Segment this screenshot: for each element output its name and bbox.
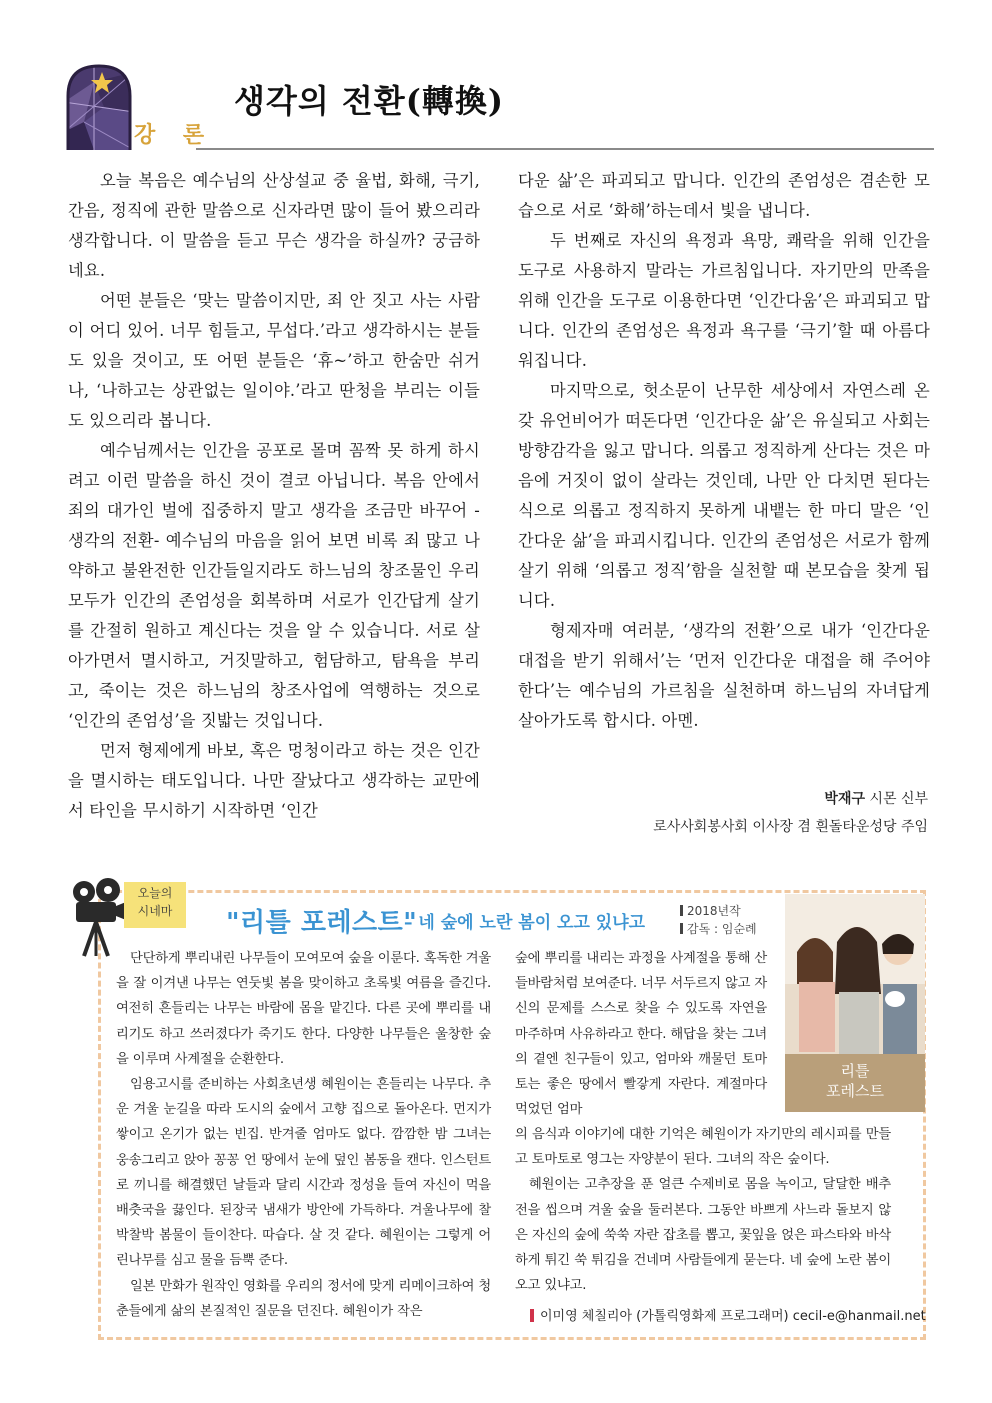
cinema-paragraph: 혜원이는 고추장을 푼 얼큰 수제비로 몸을 녹이고, 달달한 배추전을 씹으며 겨울 숲을 둘러본다. 그동안 바쁘게 사느라 돌보지 않은 자신의 숲에 쑥쑥 자란 잡초를 뽑고, 꽃잎을 얹은 파스타와 바삭하게 튀긴 쑥 튀김을 건네며 사람들에게 묻는다. 네 숲에 노란 봄이 오고 있냐고. [515,1177,891,1294]
author-name: 박재구 [824,791,865,807]
title-divider [196,148,934,150]
sermon-column-right [518,166,930,736]
cinema-paragraph: 일본 만화가 원작인 영화를 우리의 정서에 맞게 리메이크하여 청춘들에게 삶의 본질적인 질문을 던진다. 혜원이가 작은 [116,1278,491,1319]
sermon-header [64,62,934,152]
cinema-paragraph: 단단하게 뿌리내린 나무들이 모여모여 숲을 이룬다. 혹독한 겨울을 잘 이겨낸 나무는 연둣빛 봄을 맞이하고 초록빛 여름을 즐긴다. 여전히 흔들리는 나무는 바람에 몸을 맡긴다. 다른 곳에 뿌리를 내리기도 하고 쓰러졌다가 죽기도 한다. 다양한 나무들은 울창한 숲을 이루며 사계절을 순환한다. [116,951,491,1067]
cinema-paragraph: 임용고시를 준비하는 사회초년생 혜원이는 흔들리는 나무다. 추운 겨울 눈길을 따라 도시의 숲에서 고향 집으로 돌아온다. 먼지가 쌓이고 온기가 없는 빈집. 반겨줄 엄마도 없다. 깜깜한 밤 그녀는 웅송그리고 앉아 꽁꽁 언 땅에서 눈에 덮인 봄동을 캔다. 인스턴트로 끼니를 해결했던 날들과 달리 시간과 정성을 들여 자신이 먹을 배춧국을 끓인다. 된장국 냄새가 방안에 가득하다. 겨울나무에 찰박찰박 봄물이 들이찬다. 따습다. 살 것 같다. 혜원이는 그렇게 어린나무를 심고 물을 듬뿍 준다. [116,1077,491,1269]
badge-line: 오늘의 [137,886,173,900]
badge-line: 시네마 [137,904,173,918]
movie-poster [785,894,925,1112]
sermon-paragraph: 먼저 형제에게 바보, 혹은 멍청이라고 하는 것은 인간을 멸시하는 태도입니다. 나만 잘났다고 생각하는 교만에서 타인을 무시하기 시작하면 ‘인간 [68,741,480,820]
page-title: 생각의 전환(轉換) [234,82,504,120]
movie-meta [680,902,757,938]
sermon-paragraph: 예수님께서는 인간을 공포로 몰며 꼼짝 못 하게 하시려고 이런 말씀을 하신 것이 결코 아닙니다. 복음 안에서 죄의 대가인 벌에 집중하지 말고 생각을 조금만 바꾸어 -생각의 전환- 예수님의 마음을 읽어 보면 비록 죄 많고 나약하고 불완전한 인간들일지라도 하느님의 창조물인 우리 모두가 인간의 존엄성을 회복하며 서로가 인간답게 살기를 간절히 원하고 계신다는 것을 알 수 있습니다. 서로 살아가면서 멸시하고, 거짓말하고, 험담하고, 탐욕을 부리고, 죽이는 것은 하느님의 창조사업에 역행하는 것으로 ‘인간의 존엄성’을 짓밟는 것입니다. [68,441,480,730]
author-line [653,785,928,813]
cinema-paragraph: 의 음식과 이야기에 대한 기억은 혜원이가 자기만의 레시피를 만들고 토마토로 영그는 자양분이 된다. 그녀의 작은 숲이다. [515,1127,891,1168]
sermon-paragraph: 어떤 분들은 ‘맞는 말씀이지만, 죄 안 짓고 사는 사람이 어디 있어. 너무 힘들고, 무섭다.’라고 생각하시는 분들도 있을 것이고, 또 어떤 분들은 ‘휴~’하고 한숨만 쉬거나, ‘나하고는 상관없는 일이야.’라고 딴청을 부리는 이들도 있으리라 봅니다. [68,291,480,430]
sermon-paragraph: 오늘 복음은 예수님의 산상설교 중 율법, 화해, 극기, 간음, 정직에 관한 말씀으로 신자라면 많이 들어 봤으리라 생각합니다. 이 말씀을 듣고 무슨 생각을 하실까? 궁금하네요. [68,171,480,280]
cinema-column-right-bottom [515,1122,891,1298]
movie-title: "리틀 포레스트" [226,908,418,938]
movie-year: 2018년작 [680,902,757,920]
sermon-paragraph: 형제자매 여러분, ‘생각의 전환’으로 내가 ‘인간다운 대접을 받기 위해서’는 ‘먼저 인간다운 대접을 해 주어야 한다’는 예수님의 가르침을 실천하며 하느님의 자녀답게 살아가도록 합시다. 아멘. [518,621,930,730]
cinema-column-left [116,946,491,1324]
poster-title-line: 리틀 [840,1062,870,1080]
movie-director: 감독 : 임순례 [680,920,757,938]
stained-glass-icon [64,62,134,150]
author-byline [653,785,928,841]
cinema-paragraph: 숲에 뿌리를 내리는 과정을 사계절을 통해 산들바람처럼 보여준다. 너무 서두르지 않고 자신의 문제를 스스로 찾을 수 있도록 자연을 마주하며 사유하라고 한다. 해답을 찾는 그녀의 곁엔 친구들이 있고, 엄마와 깨물던 토마토는 좋은 땅에서 빨갛게 자란다. 계절마다 먹었던 엄마 [515,951,767,1118]
cinema-badge [124,884,186,930]
movie-subtitle: – 네 숲에 노란 봄이 오고 있냐고 [404,913,646,933]
cinema-credit [530,1305,926,1324]
sermon-paragraph: 다운 삶’은 파괴되고 맙니다. 인간의 존엄성은 겸손한 모습으로 서로 ‘화해’하는데서 빛을 냅니다. [518,171,930,220]
author-role: 로사사회봉사회 이사장 겸 흰돌타운성당 주임 [653,819,928,835]
credit-bar [530,1309,534,1322]
author-title: 시몬 신부 [865,791,928,807]
cinema-column-right-top [515,946,767,1122]
poster-title-line: 포레스트 [826,1082,884,1100]
section-label: 강 론 [134,123,215,148]
sermon-paragraph: 마지막으로, 헛소문이 난무한 세상에서 자연스레 온갖 유언비어가 떠돈다면 ‘인간다운 삶’은 유실되고 사회는 방향감각을 잃고 맙니다. 의롭고 정직하게 산다는 것은 마음에 거짓이 없이 살라는 것인데, 나만 안 다치면 된다는 식으로 의롭고 정직하지 못하게 내뱉는 한 마디 말은 ‘인간다운 삶’을 파괴시킵니다. 인간의 존엄성은 서로가 함께 살기 위해 ‘의롭고 정직’함을 실천할 때 본모습을 찾게 됩니다. [518,381,930,610]
sermon-paragraph: 두 번째로 자신의 욕정과 욕망, 쾌락을 위해 인간을 도구로 사용하지 말라는 가르침입니다. 자기만의 만족을 위해 인간을 도구로 이용한다면 ‘인간다움’은 파괴되고 맙니다. 인간의 존엄성은 욕정과 욕구를 ‘극기’할 때 아름다워집니다. [518,231,930,370]
sermon-column-left [68,166,480,826]
credit-text: 이미영 체칠리아 (가톨릭영화제 프로그래머) cecil-e@hanmail.net [540,1309,926,1324]
